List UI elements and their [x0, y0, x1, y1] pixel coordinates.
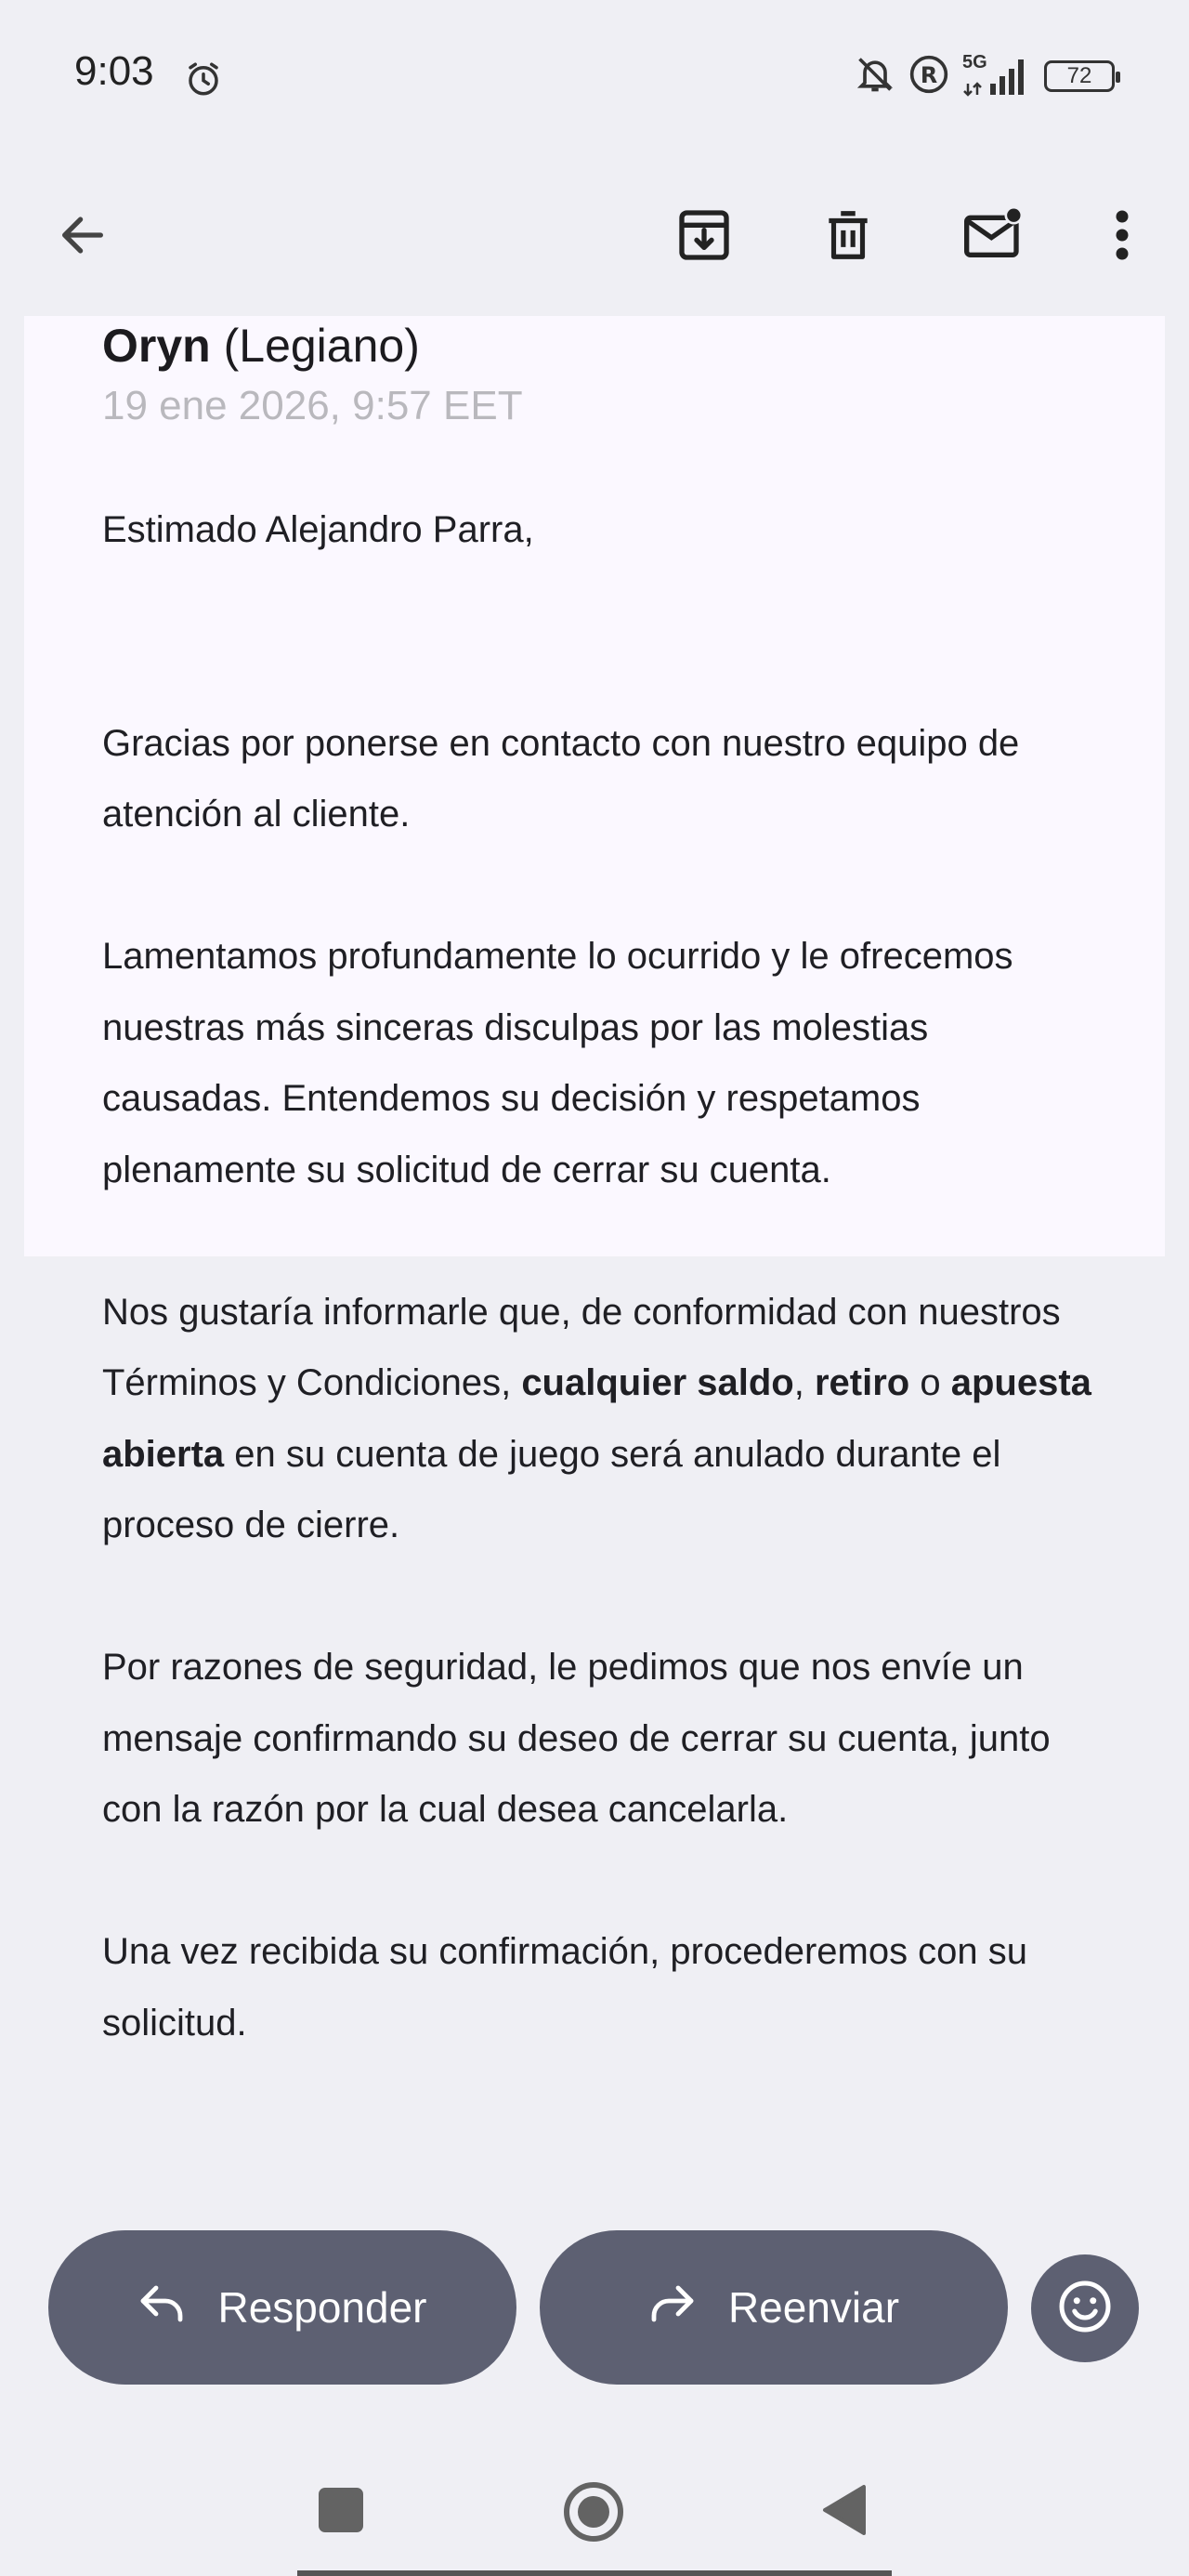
body-paragraph-4: Por razones de seguridad, le pedimos que nos envíe un mensaje confirmando su deseo de cerrar su cuenta, junto con la razón por la cual desea cancelarla. [102, 1647, 1051, 1830]
status-icons [855, 54, 1115, 99]
more-options-button[interactable] [1071, 186, 1173, 288]
sender-name: Oryn [102, 320, 211, 372]
network-type: 5G [962, 52, 987, 72]
body-paragraph-1: Gracias por ponerse en contacto con nuestro equipo de atención al cliente. [102, 722, 1020, 835]
mark-unread-button[interactable] [943, 186, 1045, 288]
registered-icon [908, 54, 949, 99]
home-button[interactable] [563, 2481, 624, 2547]
forward-icon [648, 2282, 697, 2333]
bottom-actions [0, 2230, 1189, 2388]
reply-label: Responder [217, 2283, 427, 2332]
emoji-reaction-button[interactable] [1031, 2254, 1139, 2362]
back-nav-button[interactable] [821, 2483, 868, 2542]
p3-bold-balance: cualquier saldo [521, 1362, 794, 1403]
recents-button[interactable] [319, 2488, 363, 2532]
archive-icon [674, 205, 734, 269]
email-date: 19 ene 2026, 9:57 EET [102, 383, 523, 428]
delete-button[interactable] [797, 186, 899, 288]
svg-text:R: R [920, 61, 938, 88]
sender [102, 316, 420, 375]
trash-icon [819, 206, 877, 269]
p3-comma: , [793, 1362, 804, 1403]
reply-icon [137, 2282, 186, 2333]
battery-indicator: 72 [1044, 60, 1115, 92]
more-vert-icon [1113, 207, 1131, 268]
body-paragraph-3 [102, 1277, 1105, 1561]
status-time: 9:03 [74, 48, 154, 94]
archive-button[interactable] [653, 186, 755, 288]
reply-button[interactable] [48, 2230, 516, 2385]
system-nav-bar [0, 2453, 1189, 2576]
body-paragraph-5: Una vez recibida su confirmación, procederemos con su solicitud. [102, 1931, 1028, 2044]
body-paragraph-2: Lamentamos profundamente lo ocurrido y le ofrecemos nuestras más sinceras disculpas por las molestias causadas. Entendemos su decisión y respetamos plenamente su solicitud de cerrar su cuenta. [102, 936, 1013, 1190]
p3-bold-open-bet: apuesta abierta [102, 1362, 1091, 1475]
status-bar [0, 0, 1189, 158]
bell-off-icon [855, 54, 895, 99]
forward-button[interactable] [540, 2230, 1008, 2385]
alarm-icon [184, 59, 223, 103]
p3-or: o [920, 1362, 941, 1403]
p3-text-a: Nos gustaría informarle que, de conformidad con nuestros Términos y Condiciones, [102, 1291, 1061, 1403]
home-indicator [297, 2570, 892, 2576]
back-button[interactable] [32, 186, 134, 288]
email-card [24, 316, 1165, 2044]
sender-detail: (Legiano) [223, 320, 420, 372]
app-bar [0, 158, 1189, 316]
greeting: Estimado Alejandro Parra, [102, 509, 534, 550]
signal-icon [962, 52, 1031, 97]
forward-label: Reenviar [727, 2283, 900, 2332]
email-body [102, 494, 1105, 2058]
mail-unread-icon [961, 205, 1026, 269]
p3-text-e: en su cuenta de juego será anulado durante el proceso de cierre. [102, 1433, 1001, 1545]
p3-bold-withdrawal: retiro [814, 1362, 910, 1403]
arrow-left-icon [56, 208, 110, 267]
emoji-smile-icon [1057, 2279, 1113, 2339]
